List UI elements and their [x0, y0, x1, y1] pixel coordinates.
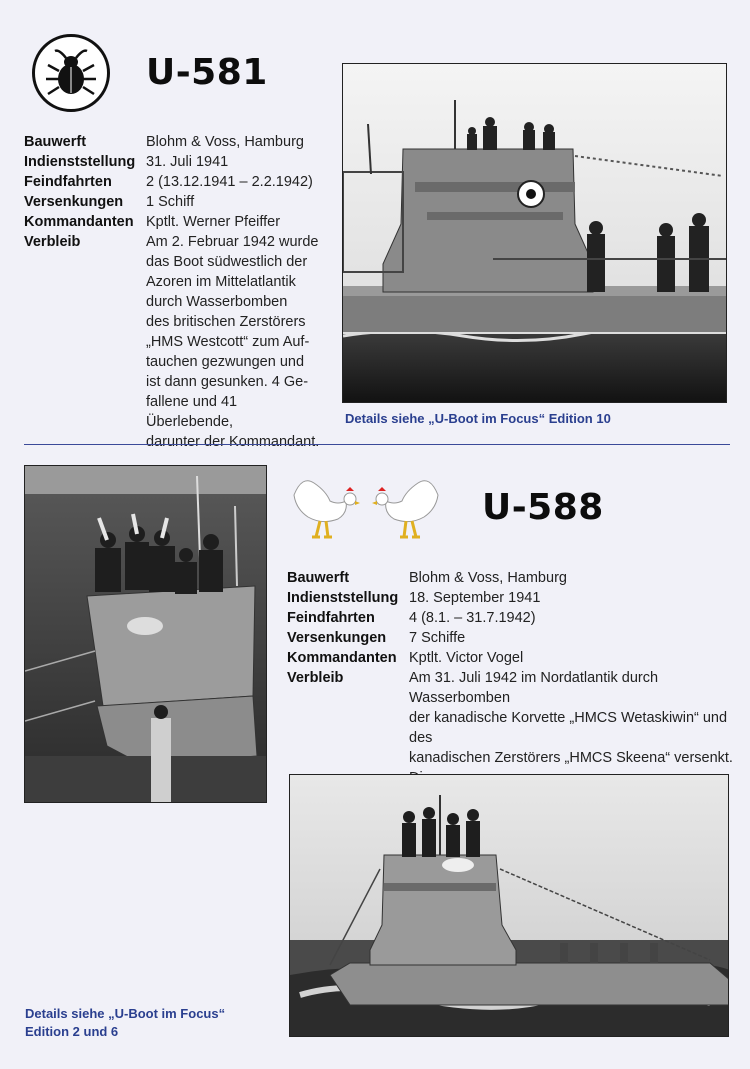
fate-line: Azoren im Mittelatlantik [146, 274, 296, 290]
fate-line: tauchen gezwungen und [146, 354, 305, 370]
u588-photo-left [24, 465, 267, 803]
fate-line: durch Wasserbomben [146, 294, 288, 310]
u581-photo [342, 63, 727, 403]
roosters-emblem-icon [286, 465, 446, 545]
spec-label: Kommandanten [287, 650, 397, 666]
caption-line: Edition 2 und 6 [25, 1024, 119, 1039]
spec-label: Verbleib [287, 670, 344, 686]
fate-line: Am 2. Februar 1942 wurde [146, 234, 319, 250]
spec-value: 7 Schiffe [409, 630, 466, 646]
u588-title: U-588 [482, 487, 604, 528]
spec-label: Indienststellung [287, 590, 399, 606]
caption-line: Details siehe „U-Boot im Focus“ [25, 1006, 226, 1021]
u581-emblem [32, 34, 110, 112]
spec-label: Versenkungen [24, 194, 124, 210]
spec-value: 4 (8.1. – 31.7.1942) [409, 610, 536, 626]
spec-value: Blohm & Voss, Hamburg [409, 570, 567, 586]
spec-value: 31. Juli 1941 [146, 154, 229, 170]
fate-line: fallene und 41 Überlebende, [146, 394, 238, 430]
fate-text [146, 232, 324, 452]
spec-value: 1 Schiff [146, 194, 195, 210]
u581-caption: Details siehe „U-Boot im Focus“ Edition 10 [345, 411, 611, 426]
submarine-at-sea-photo [290, 775, 729, 1037]
u581-title: U-581 [146, 52, 268, 93]
section-divider [24, 444, 730, 445]
fate-line: der kanadische Korvette „HMCS Wetaskiwin“ und des [409, 710, 728, 746]
spec-value: Blohm & Voss, Hamburg [146, 134, 304, 150]
spec-value: 2 (13.12.1941 – 2.2.1942) [146, 174, 313, 190]
fate-line: des britischen Zerstörers [146, 314, 306, 330]
fate-line: das Boot südwestlich der [146, 254, 308, 270]
u588-caption [25, 1005, 225, 1041]
submarine-crew-photo [25, 466, 267, 803]
fate-line: ist dann gesunken. 4 Ge- [146, 374, 309, 390]
spec-value: Kptlt. Werner Pfeiffer [146, 214, 281, 230]
u581-specs [24, 132, 324, 452]
spec-label: Feindfahrten [24, 174, 112, 190]
spec-label: Bauwerft [24, 134, 87, 150]
spec-label: Bauwerft [287, 570, 350, 586]
spec-label: Indienststellung [24, 154, 136, 170]
spec-label: Verbleib [24, 234, 81, 250]
spec-label: Feindfahrten [287, 610, 375, 626]
fate-line: darunter der Kommandant. [146, 434, 320, 450]
beetle-emblem-icon [35, 37, 107, 109]
fate-line: Am 31. Juli 1942 im Nordatlantik durch Wasserbomben [409, 670, 659, 706]
u588-specs [287, 568, 742, 808]
spec-label: Kommandanten [24, 214, 134, 230]
submarine-photo [343, 64, 727, 403]
fate-line: „HMS Westcott“ zum Auf- [146, 334, 310, 350]
u588-emblem [286, 465, 446, 545]
spec-label: Versenkungen [287, 630, 387, 646]
u588-photo-bottom [289, 774, 729, 1037]
spec-value: 18. September 1941 [409, 590, 541, 606]
spec-value: Kptlt. Victor Vogel [409, 650, 524, 666]
fate-line: kanadischen Zerstörers „HMCS Skeena“ versenkt. [409, 750, 733, 766]
